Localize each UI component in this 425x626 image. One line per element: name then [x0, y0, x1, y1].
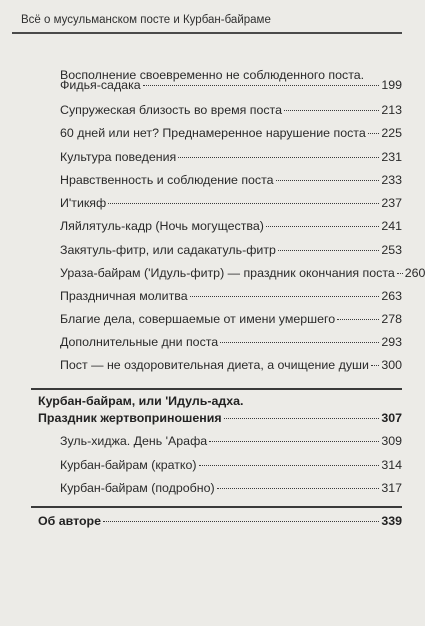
toc-entry-page: 199	[381, 78, 402, 92]
toc-section-entry[interactable]	[38, 409, 402, 427]
toc-entry-page: 213	[381, 103, 402, 117]
toc-entry[interactable]	[60, 217, 402, 235]
leader-dots	[143, 85, 380, 86]
toc-entry-page: 260	[404, 266, 425, 280]
toc-entry-title: Восполнение своевременно не соблюденного поста.	[60, 68, 365, 82]
leader-dots	[108, 203, 379, 204]
section-divider	[31, 388, 402, 390]
toc-entry-page: 307	[381, 411, 402, 425]
leader-dots	[220, 342, 379, 343]
section-divider	[31, 506, 402, 508]
leader-dots	[276, 180, 380, 181]
leader-dots	[397, 273, 403, 274]
leader-dots	[368, 133, 380, 134]
toc-entry-title: Зуль-хиджа. День 'Арафа	[60, 434, 208, 448]
toc-entry-title: Дополнительные дни поста	[60, 335, 219, 349]
toc-entry[interactable]	[60, 101, 402, 119]
toc-entry-title: 60 дней или нет? Преднамеренное нарушение поста	[60, 126, 366, 140]
toc-entry-page: 278	[381, 312, 402, 326]
toc-entry-title: Праздник жертвоприношения	[38, 411, 222, 425]
toc-entry-title: Курбан-байрам (подробно)	[60, 481, 215, 495]
leader-dots	[266, 226, 379, 227]
toc-entry[interactable]	[60, 333, 402, 351]
toc-entry-page: 225	[381, 126, 402, 140]
toc-entry[interactable]	[60, 76, 402, 94]
toc-section-entry[interactable]	[38, 512, 402, 530]
toc-entry-page: 253	[381, 243, 402, 257]
toc-entry-title: Нравственность и соблюдение поста	[60, 173, 274, 187]
toc-entry-page: 339	[381, 514, 402, 528]
toc-entry[interactable]	[60, 356, 402, 374]
toc-entry-title: Ураза-байрам ('Идуль-фитр) — праздник окончания поста	[60, 266, 395, 280]
toc-entry[interactable]	[60, 194, 402, 212]
running-header: Всё о мусульманском посте и Курбан-байраме	[21, 14, 271, 26]
toc-entry[interactable]	[60, 148, 402, 166]
toc-entry[interactable]	[60, 287, 402, 305]
leader-dots	[178, 157, 379, 158]
toc-entry[interactable]	[60, 264, 425, 282]
leader-dots	[224, 418, 380, 419]
toc-entry-title: Культура поведения	[60, 150, 177, 164]
toc-entry[interactable]	[60, 310, 402, 328]
leader-dots	[284, 110, 379, 111]
leader-dots	[337, 319, 379, 320]
toc-entry[interactable]	[60, 456, 402, 474]
leader-dots	[371, 365, 379, 366]
leader-dots	[217, 488, 380, 489]
toc-entry-title: Благие дела, совершаемые от имени умершего	[60, 312, 336, 326]
toc-entry-title: Супружеская близость во время поста	[60, 103, 282, 117]
toc-entry-page: 317	[381, 481, 402, 495]
toc-entry[interactable]	[60, 479, 402, 497]
toc-entry-page: 309	[381, 434, 402, 448]
toc-entry-page: 293	[381, 335, 402, 349]
leader-dots	[278, 250, 379, 251]
toc-entry-title: Фидья-садака	[60, 78, 141, 92]
toc-entry-page: 237	[381, 196, 402, 210]
toc-entry-title: Ляйлятуль-кадр (Ночь могущества)	[60, 219, 264, 233]
toc-entry[interactable]	[60, 124, 402, 142]
section-heading: Курбан-байрам, или 'Идуль-адха.	[38, 394, 244, 408]
toc-entry[interactable]	[60, 171, 402, 189]
toc-entry-title: Праздничная молитва	[60, 289, 188, 303]
toc-entry-title: Закятуль-фитр, или садакатуль-фитр	[60, 243, 276, 257]
leader-dots	[190, 296, 380, 297]
toc-entry-title: Об авторе	[38, 514, 102, 528]
leader-dots	[199, 465, 380, 466]
toc-entry-page: 233	[381, 173, 402, 187]
toc-entry-page: 231	[381, 150, 402, 164]
toc-entry-title: Пост — не оздоровительная диета, а очищение души	[60, 358, 369, 372]
toc-entry-title: И'тикяф	[60, 196, 107, 210]
toc-entry-page: 300	[381, 358, 402, 372]
toc-entry-page: 314	[381, 458, 402, 472]
leader-dots	[103, 521, 379, 522]
leader-dots	[209, 441, 379, 442]
toc-entry-page: 241	[381, 219, 402, 233]
toc-entry-page: 263	[381, 289, 402, 303]
toc-entry[interactable]	[60, 241, 402, 259]
toc-entry[interactable]	[60, 432, 402, 450]
toc-entry-title: Курбан-байрам (кратко)	[60, 458, 197, 472]
